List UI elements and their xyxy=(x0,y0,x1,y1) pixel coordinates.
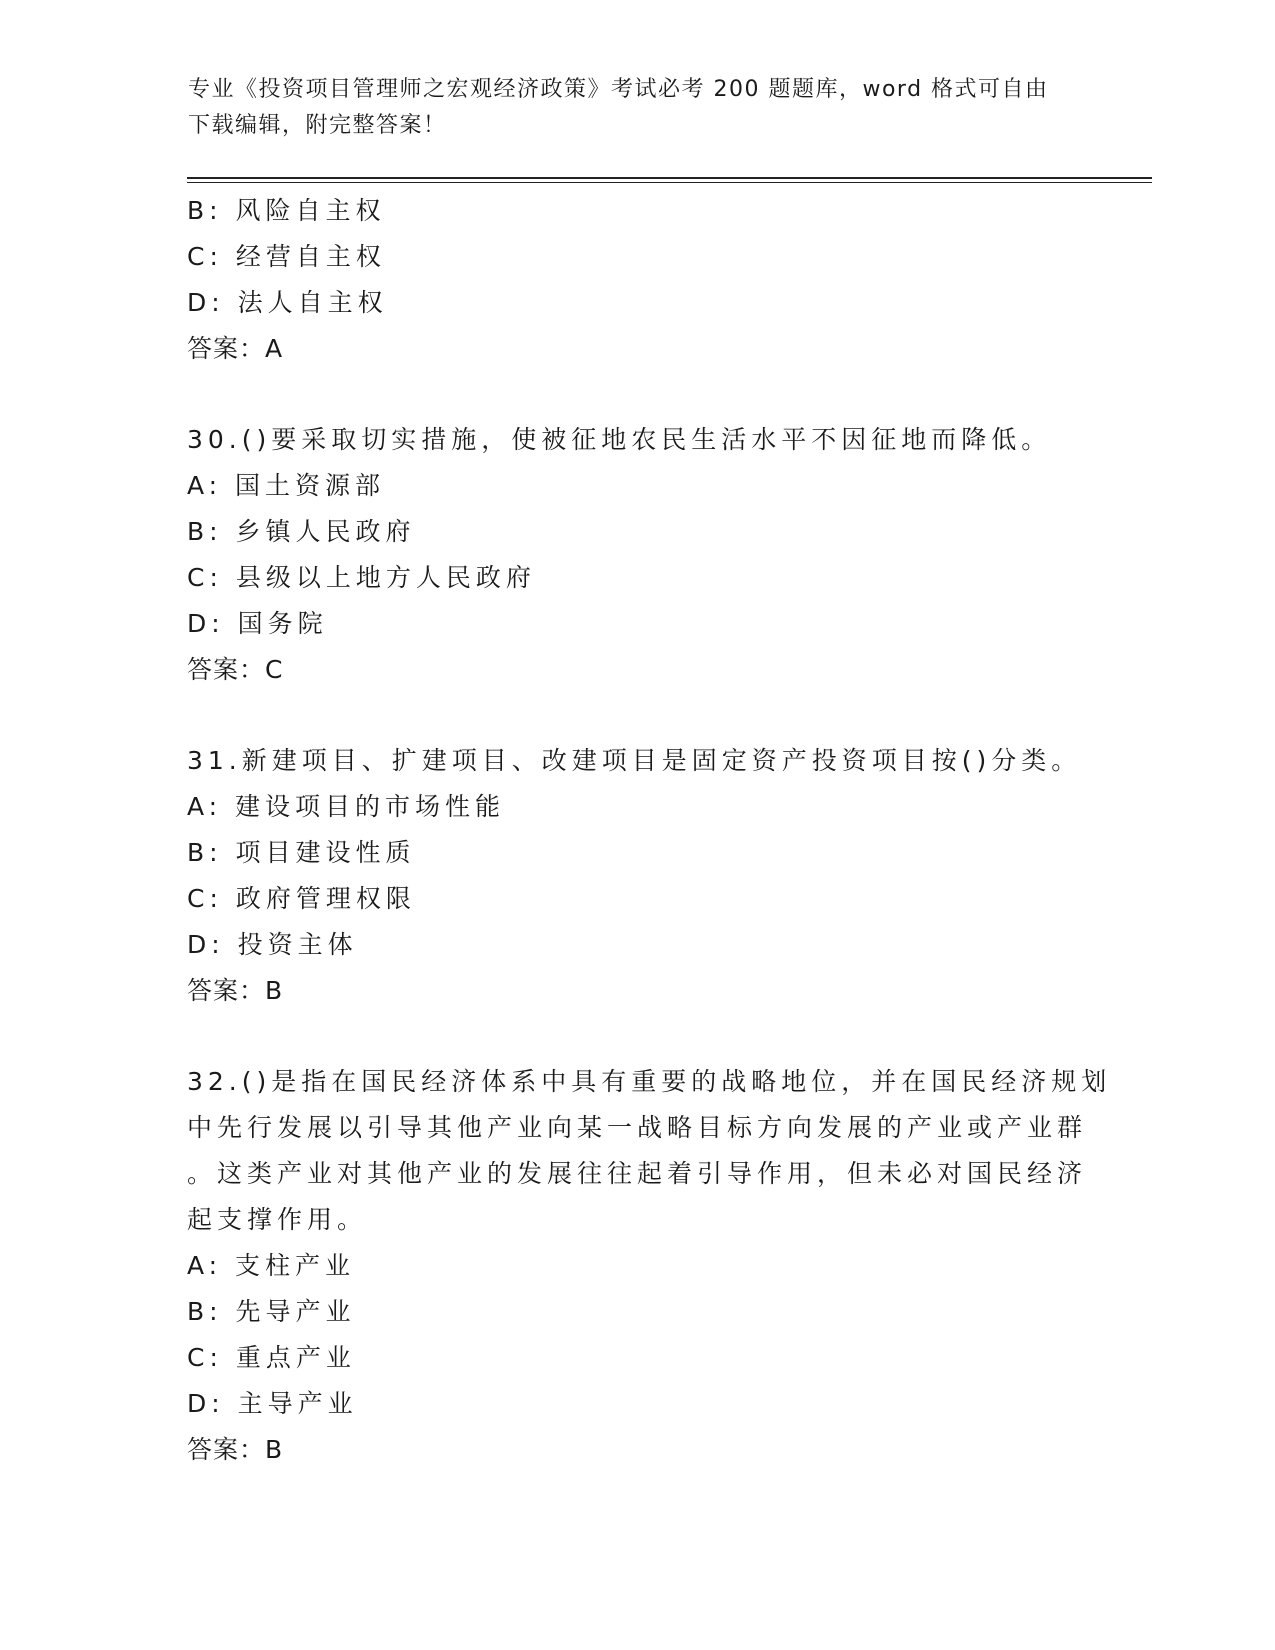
option-d: D: 投资主体 xyxy=(187,930,358,959)
option-a: A: 国土资源部 xyxy=(187,471,386,500)
question-31 xyxy=(187,738,1087,1014)
answer: 答案：C xyxy=(187,655,284,684)
option-b: B: 项目建设性质 xyxy=(187,838,416,867)
option-d: D: 国务院 xyxy=(187,609,328,638)
question-list xyxy=(187,188,1112,1473)
spacer xyxy=(187,1014,1087,1059)
option-b: B: 乡镇人民政府 xyxy=(187,517,416,546)
answer: 答案：B xyxy=(187,1435,284,1464)
stem-line-1: 32.()是指在国民经济体系中具有重要的战略地位，并在国民经济规划 xyxy=(187,1067,1112,1096)
spacer xyxy=(187,372,1087,417)
question-stem: 30.()要采取切实措施，使被征地农民生活水平不因征地而降低。 xyxy=(187,425,1052,454)
option-c: C: 县级以上地方人民政府 xyxy=(187,563,536,592)
answer: 答案：B xyxy=(187,976,284,1005)
option-c: C: 重点产业 xyxy=(187,1343,356,1372)
question-30 xyxy=(187,417,1087,693)
option-a: A: 支柱产业 xyxy=(187,1251,356,1280)
option-c: C: 政府管理权限 xyxy=(187,884,416,913)
option-a: A: 建设项目的市场性能 xyxy=(187,792,506,821)
header-divider xyxy=(187,177,1152,183)
option-d: D: 主导产业 xyxy=(187,1389,358,1418)
question-32 xyxy=(187,1059,1112,1473)
option-b: B: 风险自主权 xyxy=(187,196,386,225)
document-header xyxy=(188,72,1068,144)
question-stem: 31.新建项目、扩建项目、改建项目是固定资产投资项目按()分类。 xyxy=(187,746,1082,775)
stem-line-3: 。这类产业对其他产业的发展往往起着引导作用，但未必对国民经济 xyxy=(187,1159,1088,1188)
option-c: C: 经营自主权 xyxy=(187,242,386,271)
option-d: D: 法人自主权 xyxy=(187,288,388,317)
header-line-2: 下载编辑，附完整答案！ xyxy=(188,113,447,138)
question-29 xyxy=(187,188,1087,372)
stem-line-4: 起支撑作用。 xyxy=(187,1205,368,1234)
spacer xyxy=(187,693,1087,738)
option-b: B: 先导产业 xyxy=(187,1297,356,1326)
header-line-1: 专业《投资项目管理师之宏观经济政策》考试必考 200 题题库，word 格式可自由 xyxy=(188,77,1049,102)
stem-line-2: 中先行发展以引导其他产业向某一战略目标方向发展的产业或产业群 xyxy=(187,1113,1088,1142)
question-stem xyxy=(187,1059,1112,1243)
answer: 答案：A xyxy=(187,334,284,363)
